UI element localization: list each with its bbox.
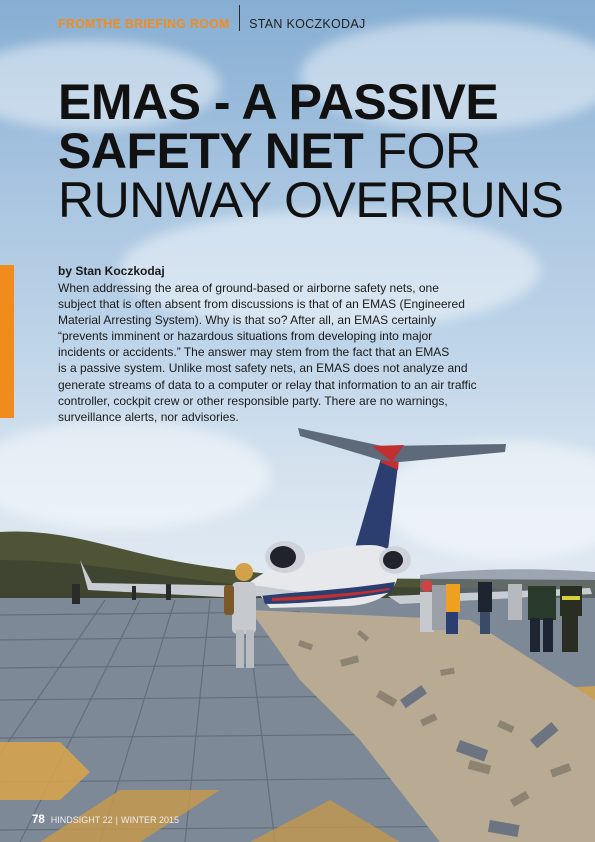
body-line: generate streams of data to a computer or relay that information to an air traffic bbox=[58, 377, 477, 392]
body-line: incidents or accidents.” The answer may stem from the fact that an EMAS bbox=[58, 345, 450, 360]
accent-bar bbox=[0, 265, 14, 418]
byline: by Stan Koczkodaj bbox=[58, 264, 165, 278]
title-line-2-bold: SAFETY NET bbox=[58, 123, 364, 179]
article-title bbox=[58, 74, 578, 228]
page-number: 78 bbox=[32, 814, 45, 826]
body-line: is a passive system. Unlike most safety nets, an EMAS does not analyze and bbox=[58, 361, 468, 376]
header-author: STAN KOCZKODAJ bbox=[249, 17, 366, 31]
header-divider bbox=[239, 5, 241, 31]
body-line: Material Arresting System). Why is that so? After all, an EMAS certainly bbox=[58, 313, 437, 328]
body-line: When addressing the area of ground-based or airborne safety nets, one bbox=[58, 281, 439, 295]
title-line-1: EMAS - A PASSIVE bbox=[58, 74, 499, 130]
publication-name: HINDSIGHT 22 bbox=[50, 815, 113, 825]
body-line: “prevents imminent or hazardous situations from developing into major bbox=[58, 329, 433, 344]
issue-label: WINTER 2015 bbox=[121, 815, 180, 825]
body-line: surveillance alerts, nor advisories. bbox=[58, 409, 239, 424]
page-footer bbox=[32, 814, 179, 826]
title-line-2 bbox=[58, 123, 578, 179]
footer-separator: | bbox=[115, 815, 118, 825]
page-header bbox=[58, 14, 366, 34]
title-line-2-light: FOR bbox=[363, 123, 481, 179]
body-paragraph bbox=[58, 280, 488, 425]
stabilizer bbox=[298, 428, 506, 462]
body-line: subject that is often absent from discussions is that of an EMAS (Engineered bbox=[58, 297, 465, 312]
body-line: controller, cockpit crew or other responsible party. There are no warnings, bbox=[58, 393, 448, 408]
title-line-3: RUNWAY OVERRUNS bbox=[58, 172, 564, 228]
section-label: FROMTHE BRIEFING ROOM bbox=[58, 17, 230, 31]
